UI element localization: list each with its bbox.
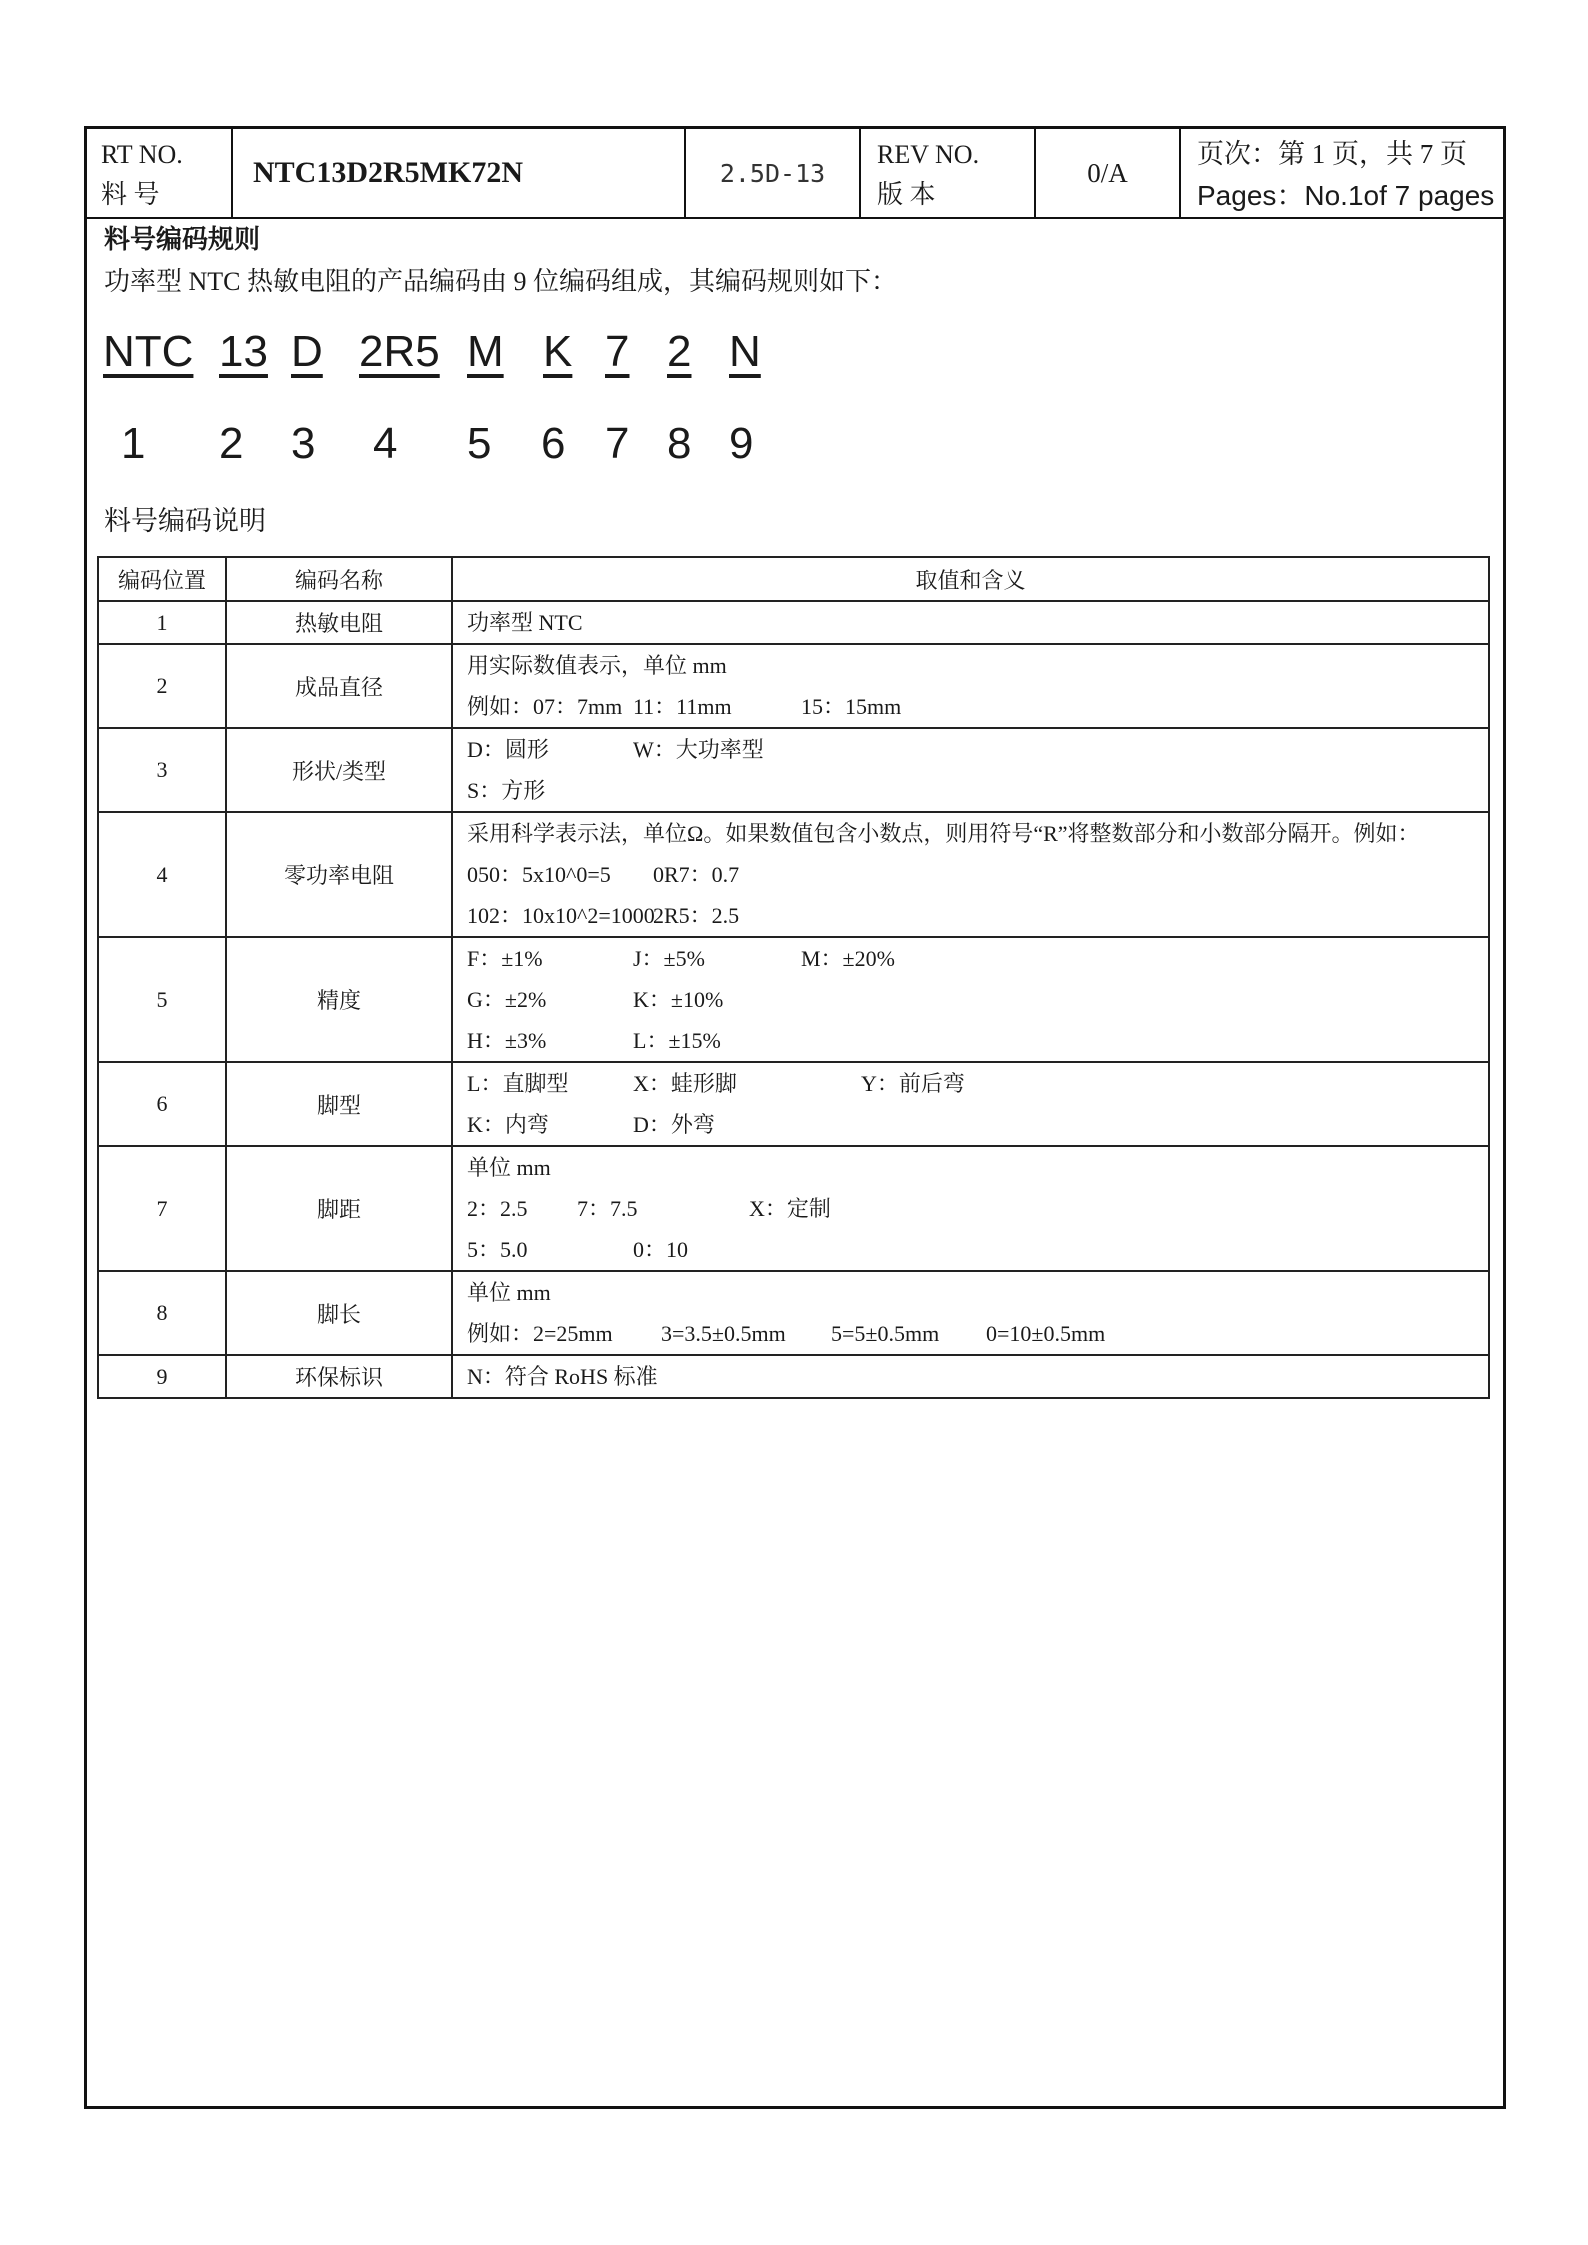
- row-code-name: 成品直径: [226, 644, 452, 728]
- meaning-line: [467, 1104, 1478, 1145]
- col-header-position: 编码位置: [98, 557, 226, 601]
- table-header-row: [98, 557, 1489, 601]
- row-position: 5: [98, 937, 226, 1062]
- code-part: 2R5: [359, 327, 440, 376]
- meaning-line: S：方形: [467, 778, 546, 803]
- meaning-item: X：蛙形脚: [633, 1071, 737, 1096]
- row-meaning: [452, 601, 1489, 644]
- meaning-item: 15：15mm: [801, 694, 902, 719]
- meaning-item: 5：5.0: [467, 1237, 528, 1262]
- meaning-line: 用实际数值表示，单位 mm: [467, 653, 727, 678]
- meaning-item: Y：前后弯: [861, 1071, 965, 1096]
- part-number: NTC13D2R5MK72N: [233, 129, 686, 217]
- pages-en: Pages：No.1of 7 pages: [1197, 180, 1495, 211]
- meaning-item: D：圆形: [467, 737, 549, 762]
- code-position: 7: [605, 419, 630, 468]
- code-position: 1: [121, 419, 146, 468]
- row-position: 4: [98, 812, 226, 937]
- code-part: 2: [667, 327, 692, 376]
- row-meaning: [452, 937, 1489, 1062]
- row-code-name: 零功率电阻: [226, 812, 452, 937]
- meaning-line: 功率型 NTC: [467, 610, 583, 635]
- pages-cell: [1181, 129, 1503, 217]
- code-part: 7: [605, 327, 630, 376]
- meaning-item: K：±10%: [633, 987, 724, 1012]
- meaning-item: K：内弯: [467, 1112, 549, 1137]
- meaning-item: D：外弯: [633, 1112, 715, 1137]
- meaning-item: W：大功率型: [633, 737, 764, 762]
- row-position: 9: [98, 1355, 226, 1398]
- meaning-item: 2R5：2.5: [653, 903, 740, 928]
- meaning-line: [467, 938, 1478, 979]
- row-position: 7: [98, 1146, 226, 1271]
- meaning-line: [467, 1063, 1478, 1104]
- table-row: [98, 812, 1489, 937]
- meaning-line: [467, 1020, 1478, 1061]
- row-code-name: 脚距: [226, 1146, 452, 1271]
- row-code-name: 形状/类型: [226, 728, 452, 812]
- meaning-item: M：±20%: [801, 946, 895, 971]
- row-code-name: 环保标识: [226, 1355, 452, 1398]
- coding-rules-table: [97, 556, 1490, 1399]
- table-row: [98, 1146, 1489, 1271]
- meaning-line: [467, 895, 1478, 936]
- table-row: [98, 1271, 1489, 1355]
- meaning-item: 2：2.5: [467, 1196, 528, 1221]
- table-title: 料号编码说明: [104, 506, 266, 536]
- code-part: D: [291, 327, 323, 376]
- row-position: 6: [98, 1062, 226, 1146]
- meaning-item: 102：10x10^2=1000: [467, 903, 655, 928]
- code-position: 6: [541, 419, 566, 468]
- meaning-line: 单位 mm: [467, 1280, 551, 1305]
- rev-label-cn: 版 本: [877, 180, 936, 209]
- rt-no-cell: [87, 129, 233, 217]
- code-position: 3: [291, 419, 316, 468]
- code-position: 2: [219, 419, 244, 468]
- meaning-item: 11：11mm: [633, 694, 732, 719]
- meaning-item: 0=10±0.5mm: [986, 1321, 1106, 1346]
- code-part: M: [467, 327, 504, 376]
- row-meaning: [452, 812, 1489, 937]
- row-position: 3: [98, 728, 226, 812]
- meaning-item: L：直脚型: [467, 1071, 569, 1096]
- row-code-name: 脚型: [226, 1062, 452, 1146]
- row-meaning: [452, 1355, 1489, 1398]
- meaning-item: 5=5±0.5mm: [831, 1321, 940, 1346]
- code-parts-row: [87, 327, 1503, 387]
- rev-no-cell: [861, 129, 1036, 217]
- table-row: [98, 601, 1489, 644]
- code-position: 5: [467, 419, 492, 468]
- meaning-item: L：±15%: [633, 1028, 721, 1053]
- code-part: NTC: [103, 327, 194, 376]
- table-row: [98, 728, 1489, 812]
- meaning-item: G：±2%: [467, 987, 547, 1012]
- rev-value: 0/A: [1036, 129, 1181, 217]
- meaning-item: H：±3%: [467, 1028, 547, 1053]
- document-frame: [84, 126, 1506, 2109]
- meaning-item: 0：10: [633, 1237, 689, 1262]
- row-code-name: 脚长: [226, 1271, 452, 1355]
- code-position: 8: [667, 419, 692, 468]
- meaning-item: 050：5x10^0=5: [467, 862, 611, 887]
- meaning-line: [467, 686, 1478, 727]
- table-row: [98, 644, 1489, 728]
- row-position: 8: [98, 1271, 226, 1355]
- row-code-name: 精度: [226, 937, 452, 1062]
- row-position: 1: [98, 601, 226, 644]
- code-part: K: [543, 327, 573, 376]
- row-meaning: [452, 644, 1489, 728]
- rev-label: REV NO.: [877, 140, 980, 169]
- meaning-line: 采用科学表示法，单位Ω。如果数值包含小数点，则用符号“R”将整数部分和小数部分隔开。例如：: [467, 821, 1420, 846]
- meaning-line: [467, 854, 1478, 895]
- row-position: 2: [98, 644, 226, 728]
- meaning-item: 7：7.5: [577, 1196, 638, 1221]
- code-part: 13: [219, 327, 268, 376]
- meaning-item: 例如：07：7mm: [467, 694, 623, 719]
- row-meaning: [452, 1146, 1489, 1271]
- intro-text: 功率型 NTC 热敏电阻的产品编码由 9 位编码组成，其编码规则如下：: [104, 267, 898, 296]
- code-positions-row: [87, 419, 1503, 479]
- rt-no-label-cn: 料 号: [101, 180, 160, 209]
- code-position: 9: [729, 419, 754, 468]
- table-row: [98, 1062, 1489, 1146]
- col-header-meaning: 取值和含义: [452, 557, 1489, 601]
- meaning-item: 3=3.5±0.5mm: [661, 1321, 786, 1346]
- header-bar: [87, 129, 1503, 219]
- meaning-line: [467, 1188, 1478, 1229]
- pages-cn: 页次：第 1 页，共 7 页: [1197, 139, 1467, 169]
- meaning-item: J：±5%: [633, 946, 705, 971]
- row-meaning: [452, 728, 1489, 812]
- row-meaning: [452, 1271, 1489, 1355]
- row-code-name: 热敏电阻: [226, 601, 452, 644]
- meaning-item: F：±1%: [467, 946, 543, 971]
- meaning-line: [467, 979, 1478, 1020]
- table-row: [98, 937, 1489, 1062]
- row-meaning: [452, 1062, 1489, 1146]
- section-title: 料号编码规则: [104, 225, 261, 254]
- meaning-line: [467, 1313, 1478, 1354]
- meaning-line: [467, 1229, 1478, 1270]
- col-header-name: 编码名称: [226, 557, 452, 601]
- meaning-line: [467, 729, 1478, 770]
- rt-no-label: RT NO.: [101, 140, 183, 169]
- table-row: [98, 1355, 1489, 1398]
- doc-code: 2.5D-13: [686, 129, 861, 217]
- meaning-line: 单位 mm: [467, 1155, 551, 1180]
- meaning-item: X：定制: [749, 1196, 831, 1221]
- meaning-item: 0R7：0.7: [653, 862, 740, 887]
- code-part: N: [729, 327, 761, 376]
- meaning-line: N：符合 RoHS 标准: [467, 1364, 658, 1389]
- code-position: 4: [373, 419, 398, 468]
- meaning-item: 例如：2=25mm: [467, 1321, 613, 1346]
